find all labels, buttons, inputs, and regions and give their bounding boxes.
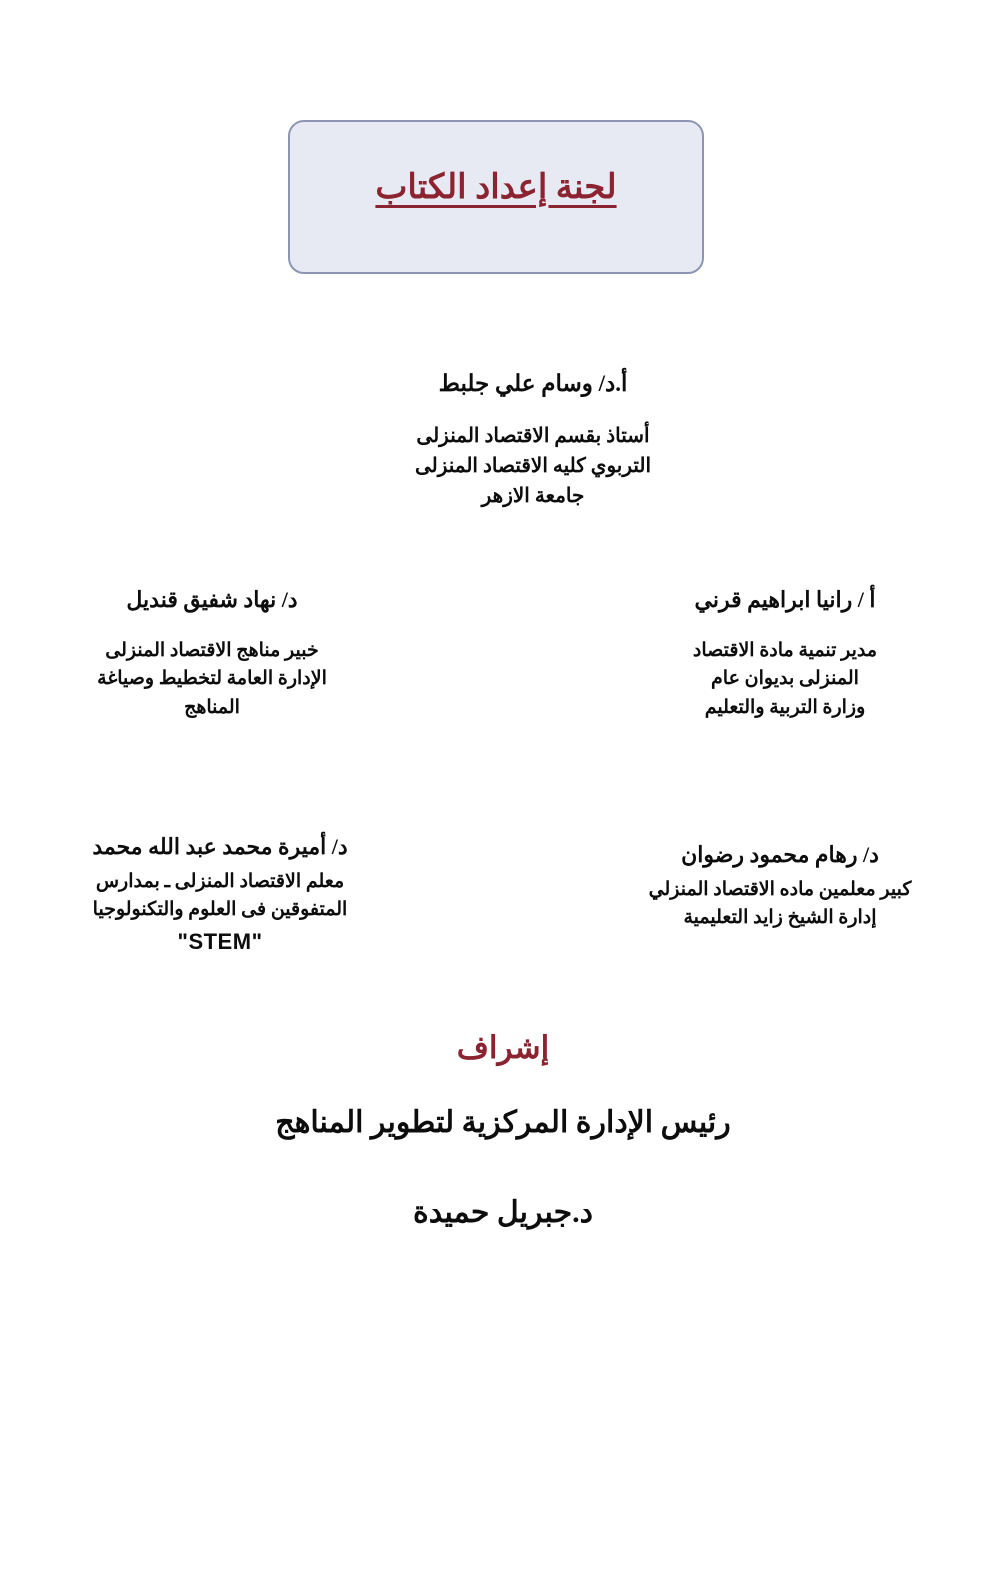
supervision-role: رئيس الإدارة المركزية لتطوير المناهج bbox=[275, 1106, 731, 1139]
committee-member-name: د/ رهام محمود رضوان bbox=[681, 842, 879, 867]
affiliation-line: المتفوقين فى العلوم والتكنولوجيا bbox=[92, 899, 348, 921]
affiliation-line: معلم الاقتصاد المنزلى ـ بمدارس bbox=[95, 870, 345, 892]
affiliation-line-stem: "STEM" bbox=[177, 928, 263, 954]
committee-member-affiliation bbox=[62, 637, 362, 723]
committee-member-name: أ / رانيا ابراهيم قرني bbox=[694, 587, 876, 612]
committee-member-block bbox=[640, 585, 930, 722]
committee-member-block bbox=[630, 840, 930, 933]
committee-member-name: د/ أميرة محمد عبد الله محمد bbox=[92, 834, 348, 859]
affiliation-line: إدارة الشيخ زايد التعليمية bbox=[683, 907, 877, 929]
committee-title-box bbox=[288, 120, 704, 274]
committee-member-block bbox=[60, 832, 380, 958]
affiliation-line: مدير تنمية مادة الاقتصاد bbox=[692, 639, 878, 661]
committee-member-affiliation bbox=[630, 876, 930, 933]
supervision-label: إشراف bbox=[456, 1030, 550, 1065]
affiliation-line: المنزلى بديوان عام bbox=[711, 668, 859, 690]
lead-author-block bbox=[333, 368, 733, 511]
affiliation-line: جامعة الازهر bbox=[481, 485, 585, 508]
affiliation-line: خبير مناهج الاقتصاد المنزلى bbox=[105, 639, 319, 661]
affiliation-line: وزارة التربية والتعليم bbox=[704, 696, 866, 718]
lead-author-name: أ.د/ وسام علي جلبط bbox=[438, 371, 628, 396]
committee-member-affiliation bbox=[640, 637, 930, 723]
committee-member-affiliation bbox=[60, 868, 380, 958]
committee-member-block bbox=[62, 585, 362, 722]
affiliation-line: المناهج bbox=[184, 696, 240, 718]
committee-member-name: د/ نهاد شفيق قنديل bbox=[126, 587, 298, 612]
affiliation-line: التربوي كليه الاقتصاد المنزلى bbox=[414, 455, 652, 478]
affiliation-line: الإدارة العامة لتخطيط وصياغة bbox=[97, 668, 327, 690]
affiliation-line: كبير معلمين ماده الاقتصاد المنزلي bbox=[648, 878, 912, 900]
page-title: لجنة إعداد الكتاب bbox=[375, 169, 617, 206]
lead-author-affiliation bbox=[333, 421, 733, 511]
affiliation-line: أستاذ بقسم الاقتصاد المنزلى bbox=[416, 425, 650, 448]
supervision-name: د.جبريل حميدة bbox=[413, 1196, 593, 1229]
